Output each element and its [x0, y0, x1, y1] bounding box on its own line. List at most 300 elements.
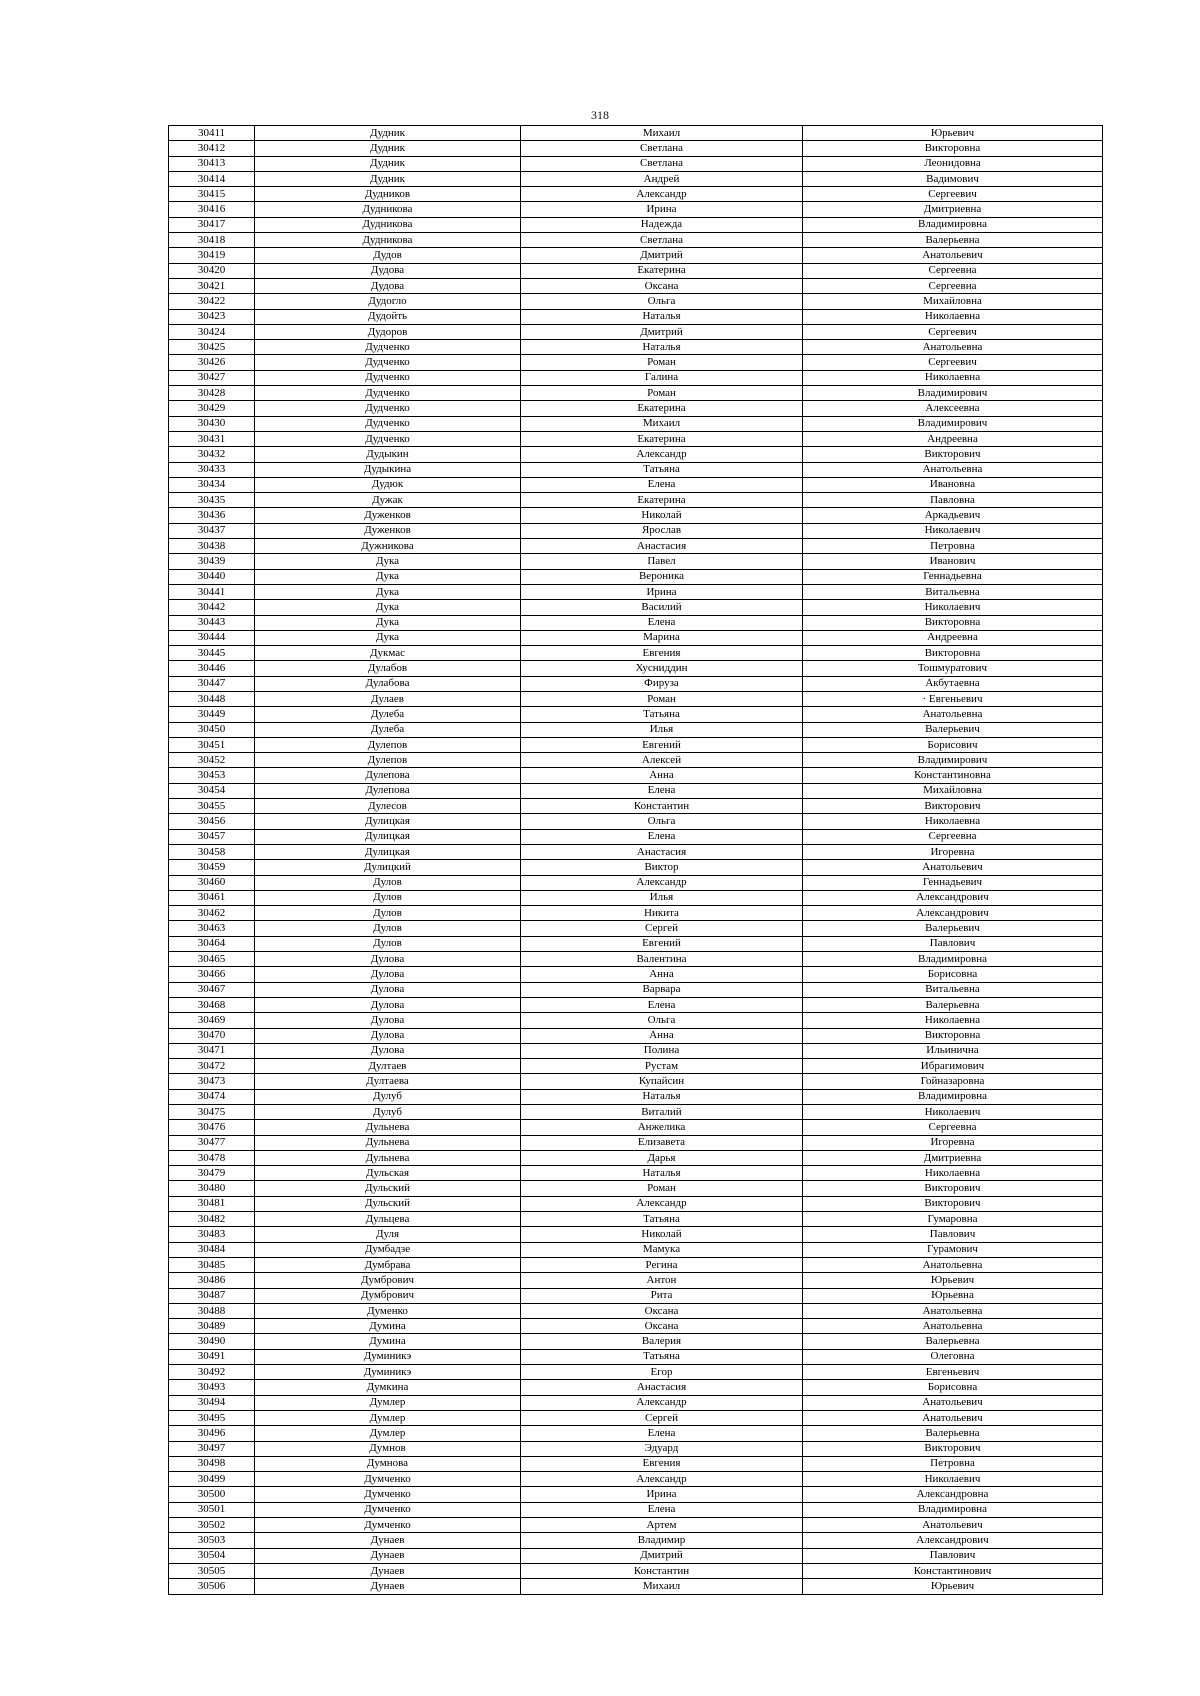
patronymic-cell: Олеговна [803, 1349, 1103, 1364]
first-name-cell: Евгений [521, 737, 803, 752]
first-name-cell: Наталья [521, 340, 803, 355]
table-row [169, 1441, 1103, 1456]
patronymic-cell: Сергеевна [803, 1120, 1103, 1135]
patronymic-cell: Викторовна [803, 615, 1103, 630]
table-row [169, 1579, 1103, 1594]
table-row [169, 462, 1103, 477]
last-name-cell: Дульская [255, 1166, 521, 1181]
row-number-cell: 30462 [169, 906, 255, 921]
table-row [169, 126, 1103, 141]
row-number-cell: 30486 [169, 1273, 255, 1288]
first-name-cell: Екатерина [521, 493, 803, 508]
last-name-cell: Думлер [255, 1410, 521, 1425]
first-name-cell: Мамука [521, 1242, 803, 1257]
row-number-cell: 30425 [169, 340, 255, 355]
last-name-cell: Дужникова [255, 539, 521, 554]
row-number-cell: 30421 [169, 278, 255, 293]
last-name-cell: Думенко [255, 1303, 521, 1318]
row-number-cell: 30492 [169, 1365, 255, 1380]
last-name-cell: Дулуб [255, 1089, 521, 1104]
last-name-cell: Дулов [255, 906, 521, 921]
last-name-cell: Дулепов [255, 737, 521, 752]
row-number-cell: 30450 [169, 722, 255, 737]
table-row [169, 1257, 1103, 1272]
first-name-cell: Елена [521, 829, 803, 844]
first-name-cell: Валерия [521, 1334, 803, 1349]
table-row [169, 1028, 1103, 1043]
first-name-cell: Елена [521, 997, 803, 1012]
patronymic-cell: Владимирович [803, 416, 1103, 431]
patronymic-cell: Леонидовна [803, 156, 1103, 171]
row-number-cell: 30500 [169, 1487, 255, 1502]
last-name-cell: Дудов [255, 248, 521, 263]
table-row [169, 890, 1103, 905]
first-name-cell: Роман [521, 386, 803, 401]
table-row [169, 1288, 1103, 1303]
last-name-cell: Дулова [255, 982, 521, 997]
last-name-cell: Дулова [255, 1028, 521, 1043]
row-number-cell: 30489 [169, 1319, 255, 1334]
patronymic-cell: Николаевна [803, 370, 1103, 385]
first-name-cell: Александр [521, 875, 803, 890]
last-name-cell: Дунаев [255, 1548, 521, 1563]
patronymic-cell: Валерьевич [803, 722, 1103, 737]
first-name-cell: Павел [521, 554, 803, 569]
last-name-cell: Дунаев [255, 1533, 521, 1548]
row-number-cell: 30455 [169, 799, 255, 814]
row-number-cell: 30484 [169, 1242, 255, 1257]
patronymic-cell: Тошмуратович [803, 661, 1103, 676]
last-name-cell: Дулицкий [255, 860, 521, 875]
patronymic-cell: Владимирович [803, 753, 1103, 768]
patronymic-cell: Дмитриевна [803, 202, 1103, 217]
last-name-cell: Думиникэ [255, 1349, 521, 1364]
patronymic-cell: Борисовна [803, 967, 1103, 982]
first-name-cell: Галина [521, 370, 803, 385]
patronymic-cell: Сергеевна [803, 263, 1103, 278]
row-number-cell: 30503 [169, 1533, 255, 1548]
row-number-cell: 30442 [169, 600, 255, 615]
row-number-cell: 30416 [169, 202, 255, 217]
first-name-cell: Евгения [521, 1456, 803, 1471]
last-name-cell: Дудченко [255, 416, 521, 431]
table-row [169, 997, 1103, 1012]
table-row [169, 1334, 1103, 1349]
patronymic-cell: Гумаровна [803, 1212, 1103, 1227]
first-name-cell: Марина [521, 630, 803, 645]
patronymic-cell: Валерьевич [803, 921, 1103, 936]
row-number-cell: 30472 [169, 1059, 255, 1074]
row-number-cell: 30468 [169, 997, 255, 1012]
patronymic-cell: Петровна [803, 1456, 1103, 1471]
patronymic-cell: Гурамович [803, 1242, 1103, 1257]
patronymic-cell: Юрьевна [803, 1288, 1103, 1303]
table-row [169, 340, 1103, 355]
table-row [169, 1502, 1103, 1517]
first-name-cell: Роман [521, 691, 803, 706]
patronymic-cell: Николаевна [803, 814, 1103, 829]
table-row [169, 355, 1103, 370]
patronymic-cell: Сергеевна [803, 278, 1103, 293]
table-row [169, 1120, 1103, 1135]
table-row [169, 386, 1103, 401]
row-number-cell: 30496 [169, 1426, 255, 1441]
row-number-cell: 30412 [169, 141, 255, 156]
row-number-cell: 30501 [169, 1502, 255, 1517]
first-name-cell: Наталья [521, 1166, 803, 1181]
table-row [169, 875, 1103, 890]
first-name-cell: Андрей [521, 171, 803, 186]
table-row [169, 1395, 1103, 1410]
last-name-cell: Дулова [255, 1013, 521, 1028]
patronymic-cell: Валерьевна [803, 997, 1103, 1012]
last-name-cell: Дулова [255, 1043, 521, 1058]
patronymic-cell: Петровна [803, 539, 1103, 554]
first-name-cell: Александр [521, 187, 803, 202]
first-name-cell: Дмитрий [521, 1548, 803, 1563]
last-name-cell: Дунаев [255, 1563, 521, 1578]
table-row [169, 921, 1103, 936]
first-name-cell: Купайсин [521, 1074, 803, 1089]
row-number-cell: 30488 [169, 1303, 255, 1318]
first-name-cell: Татьяна [521, 462, 803, 477]
row-number-cell: 30424 [169, 324, 255, 339]
patronymic-cell: Викторовна [803, 1028, 1103, 1043]
patronymic-cell: Анатольевич [803, 860, 1103, 875]
first-name-cell: Виктор [521, 860, 803, 875]
table-row [169, 1319, 1103, 1334]
last-name-cell: Дудюк [255, 477, 521, 492]
patronymic-cell: Владимировна [803, 1089, 1103, 1104]
table-row [169, 431, 1103, 446]
table-row [169, 508, 1103, 523]
patronymic-cell: Михайловна [803, 294, 1103, 309]
table-row [169, 416, 1103, 431]
patronymic-cell: Ивановна [803, 477, 1103, 492]
row-number-cell: 30457 [169, 829, 255, 844]
last-name-cell: Думлер [255, 1426, 521, 1441]
patronymic-cell: Константиновна [803, 768, 1103, 783]
patronymic-cell: Анатольевич [803, 1518, 1103, 1533]
row-number-cell: 30478 [169, 1150, 255, 1165]
last-name-cell: Дулов [255, 921, 521, 936]
patronymic-cell: Юрьевич [803, 1579, 1103, 1594]
table-row [169, 171, 1103, 186]
registry-body [169, 126, 1103, 1595]
first-name-cell: Елена [521, 1502, 803, 1517]
last-name-cell: Дужак [255, 493, 521, 508]
patronymic-cell: Иванович [803, 554, 1103, 569]
last-name-cell: Думнов [255, 1441, 521, 1456]
last-name-cell: Дулабов [255, 661, 521, 676]
row-number-cell: 30483 [169, 1227, 255, 1242]
patronymic-cell: Борисович [803, 737, 1103, 752]
row-number-cell: 30495 [169, 1410, 255, 1425]
first-name-cell: Ирина [521, 1487, 803, 1502]
table-row [169, 661, 1103, 676]
last-name-cell: Дудник [255, 171, 521, 186]
first-name-cell: Вероника [521, 569, 803, 584]
patronymic-cell: Павловна [803, 493, 1103, 508]
row-number-cell: 30476 [169, 1120, 255, 1135]
last-name-cell: Дуженков [255, 508, 521, 523]
registry-table [168, 125, 1103, 1595]
row-number-cell: 30471 [169, 1043, 255, 1058]
table-row [169, 982, 1103, 997]
first-name-cell: Анастасия [521, 1380, 803, 1395]
last-name-cell: Дудченко [255, 340, 521, 355]
first-name-cell: Сергей [521, 921, 803, 936]
patronymic-cell: Павлович [803, 1548, 1103, 1563]
last-name-cell: Дудченко [255, 431, 521, 446]
last-name-cell: Дука [255, 630, 521, 645]
first-name-cell: Ирина [521, 584, 803, 599]
table-row [169, 1135, 1103, 1150]
last-name-cell: Дулеба [255, 707, 521, 722]
table-row [169, 554, 1103, 569]
first-name-cell: Ольга [521, 294, 803, 309]
last-name-cell: Дульнева [255, 1120, 521, 1135]
first-name-cell: Светлана [521, 233, 803, 248]
last-name-cell: Дудова [255, 278, 521, 293]
table-row [169, 584, 1103, 599]
last-name-cell: Дунаев [255, 1579, 521, 1594]
first-name-cell: Хусниддин [521, 661, 803, 676]
last-name-cell: Дудченко [255, 386, 521, 401]
table-row [169, 294, 1103, 309]
last-name-cell: Дудникова [255, 202, 521, 217]
table-row [169, 799, 1103, 814]
table-row [169, 248, 1103, 263]
row-number-cell: 30437 [169, 523, 255, 538]
table-row [169, 156, 1103, 171]
patronymic-cell: Андреевна [803, 630, 1103, 645]
first-name-cell: Татьяна [521, 1349, 803, 1364]
last-name-cell: Дулов [255, 936, 521, 951]
patronymic-cell: Николаевич [803, 1472, 1103, 1487]
row-number-cell: 30460 [169, 875, 255, 890]
last-name-cell: Дулепова [255, 783, 521, 798]
first-name-cell: Дарья [521, 1150, 803, 1165]
first-name-cell: Полина [521, 1043, 803, 1058]
table-row [169, 1273, 1103, 1288]
last-name-cell: Дудников [255, 187, 521, 202]
patronymic-cell: Игоревна [803, 1135, 1103, 1150]
last-name-cell: Дудоров [255, 324, 521, 339]
last-name-cell: Думбадзе [255, 1242, 521, 1257]
last-name-cell: Дулесов [255, 799, 521, 814]
table-row [169, 1166, 1103, 1181]
table-row [169, 1518, 1103, 1533]
first-name-cell: Рита [521, 1288, 803, 1303]
patronymic-cell: Витальевна [803, 982, 1103, 997]
patronymic-cell: Владимирович [803, 386, 1103, 401]
patronymic-cell: Алексеевна [803, 401, 1103, 416]
first-name-cell: Сергей [521, 1410, 803, 1425]
last-name-cell: Дульнева [255, 1150, 521, 1165]
patronymic-cell: Сергеевна [803, 829, 1103, 844]
row-number-cell: 30498 [169, 1456, 255, 1471]
first-name-cell: Александр [521, 1472, 803, 1487]
first-name-cell: Татьяна [521, 1212, 803, 1227]
row-number-cell: 30499 [169, 1472, 255, 1487]
patronymic-cell: Николаевич [803, 1105, 1103, 1120]
table-row [169, 1563, 1103, 1578]
row-number-cell: 30454 [169, 783, 255, 798]
first-name-cell: Татьяна [521, 707, 803, 722]
table-row [169, 233, 1103, 248]
row-number-cell: 30413 [169, 156, 255, 171]
patronymic-cell: Константинович [803, 1563, 1103, 1578]
last-name-cell: Дудченко [255, 370, 521, 385]
patronymic-cell: Анатольевна [803, 462, 1103, 477]
last-name-cell: Дукмас [255, 646, 521, 661]
table-row [169, 1089, 1103, 1104]
first-name-cell: Регина [521, 1257, 803, 1272]
row-number-cell: 30475 [169, 1105, 255, 1120]
row-number-cell: 30440 [169, 569, 255, 584]
table-row [169, 202, 1103, 217]
first-name-cell: Евгений [521, 936, 803, 951]
first-name-cell: Варвара [521, 982, 803, 997]
row-number-cell: 30439 [169, 554, 255, 569]
patronymic-cell: Викторович [803, 1196, 1103, 1211]
first-name-cell: Константин [521, 799, 803, 814]
last-name-cell: Дулов [255, 875, 521, 890]
last-name-cell: Дудченко [255, 401, 521, 416]
table-row [169, 1365, 1103, 1380]
table-row [169, 630, 1103, 645]
row-number-cell: 30449 [169, 707, 255, 722]
last-name-cell: Думченко [255, 1487, 521, 1502]
first-name-cell: Антон [521, 1273, 803, 1288]
table-row [169, 844, 1103, 859]
last-name-cell: Дуженков [255, 523, 521, 538]
patronymic-cell: Владимировна [803, 1502, 1103, 1517]
last-name-cell: Дудыкин [255, 447, 521, 462]
first-name-cell: Оксана [521, 1303, 803, 1318]
patronymic-cell: Сергеевич [803, 187, 1103, 202]
first-name-cell: Екатерина [521, 431, 803, 446]
last-name-cell: Дудник [255, 156, 521, 171]
first-name-cell: Елизавета [521, 1135, 803, 1150]
row-number-cell: 30497 [169, 1441, 255, 1456]
row-number-cell: 30446 [169, 661, 255, 676]
row-number-cell: 30477 [169, 1135, 255, 1150]
first-name-cell: Анна [521, 967, 803, 982]
table-row [169, 646, 1103, 661]
first-name-cell: Наталья [521, 1089, 803, 1104]
patronymic-cell: Анатольевна [803, 1319, 1103, 1334]
first-name-cell: Александр [521, 1196, 803, 1211]
last-name-cell: Думкина [255, 1380, 521, 1395]
last-name-cell: Дука [255, 569, 521, 584]
first-name-cell: Светлана [521, 156, 803, 171]
row-number-cell: 30432 [169, 447, 255, 462]
last-name-cell: Дудник [255, 126, 521, 141]
last-name-cell: Дулова [255, 997, 521, 1012]
row-number-cell: 30414 [169, 171, 255, 186]
last-name-cell: Дудченко [255, 355, 521, 370]
table-row [169, 737, 1103, 752]
first-name-cell: Фируза [521, 676, 803, 691]
row-number-cell: 30418 [169, 233, 255, 248]
patronymic-cell: Ибрагимович [803, 1059, 1103, 1074]
row-number-cell: 30482 [169, 1212, 255, 1227]
table-row [169, 600, 1103, 615]
row-number-cell: 30443 [169, 615, 255, 630]
row-number-cell: 30506 [169, 1579, 255, 1594]
first-name-cell: Константин [521, 1563, 803, 1578]
last-name-cell: Дудникова [255, 217, 521, 232]
row-number-cell: 30441 [169, 584, 255, 599]
table-row [169, 860, 1103, 875]
first-name-cell: Екатерина [521, 401, 803, 416]
patronymic-cell: Викторович [803, 1181, 1103, 1196]
patronymic-cell: Игоревна [803, 844, 1103, 859]
patronymic-cell: Александрович [803, 890, 1103, 905]
first-name-cell: Василий [521, 600, 803, 615]
patronymic-cell: Викторович [803, 447, 1103, 462]
patronymic-cell: Николаевич [803, 600, 1103, 615]
first-name-cell: Никита [521, 906, 803, 921]
row-number-cell: 30435 [169, 493, 255, 508]
last-name-cell: Дука [255, 554, 521, 569]
table-row [169, 1303, 1103, 1318]
patronymic-cell: Павлович [803, 1227, 1103, 1242]
last-name-cell: Дудникова [255, 233, 521, 248]
first-name-cell: Анна [521, 768, 803, 783]
patronymic-cell: Александрович [803, 906, 1103, 921]
first-name-cell: Михаил [521, 126, 803, 141]
row-number-cell: 30427 [169, 370, 255, 385]
row-number-cell: 30420 [169, 263, 255, 278]
patronymic-cell: Ильинична [803, 1043, 1103, 1058]
last-name-cell: Дулаев [255, 691, 521, 706]
first-name-cell: Дмитрий [521, 324, 803, 339]
table-row [169, 1043, 1103, 1058]
last-name-cell: Думина [255, 1334, 521, 1349]
first-name-cell: Александр [521, 447, 803, 462]
patronymic-cell: Викторович [803, 799, 1103, 814]
table-row [169, 1426, 1103, 1441]
last-name-cell: Дултаева [255, 1074, 521, 1089]
table-row [169, 1472, 1103, 1487]
table-row [169, 1533, 1103, 1548]
row-number-cell: 30456 [169, 814, 255, 829]
row-number-cell: 30422 [169, 294, 255, 309]
last-name-cell: Думбрович [255, 1273, 521, 1288]
row-number-cell: 30494 [169, 1395, 255, 1410]
table-row [169, 263, 1103, 278]
row-number-cell: 30444 [169, 630, 255, 645]
last-name-cell: Дуля [255, 1227, 521, 1242]
row-number-cell: 30461 [169, 890, 255, 905]
row-number-cell: 30430 [169, 416, 255, 431]
patronymic-cell: Борисовна [803, 1380, 1103, 1395]
table-row [169, 539, 1103, 554]
table-row [169, 1105, 1103, 1120]
row-number-cell: 30466 [169, 967, 255, 982]
table-row [169, 615, 1103, 630]
row-number-cell: 30453 [169, 768, 255, 783]
last-name-cell: Дульцева [255, 1212, 521, 1227]
table-row [169, 676, 1103, 691]
row-number-cell: 30433 [169, 462, 255, 477]
table-row [169, 1059, 1103, 1074]
table-row [169, 1150, 1103, 1165]
row-number-cell: 30470 [169, 1028, 255, 1043]
